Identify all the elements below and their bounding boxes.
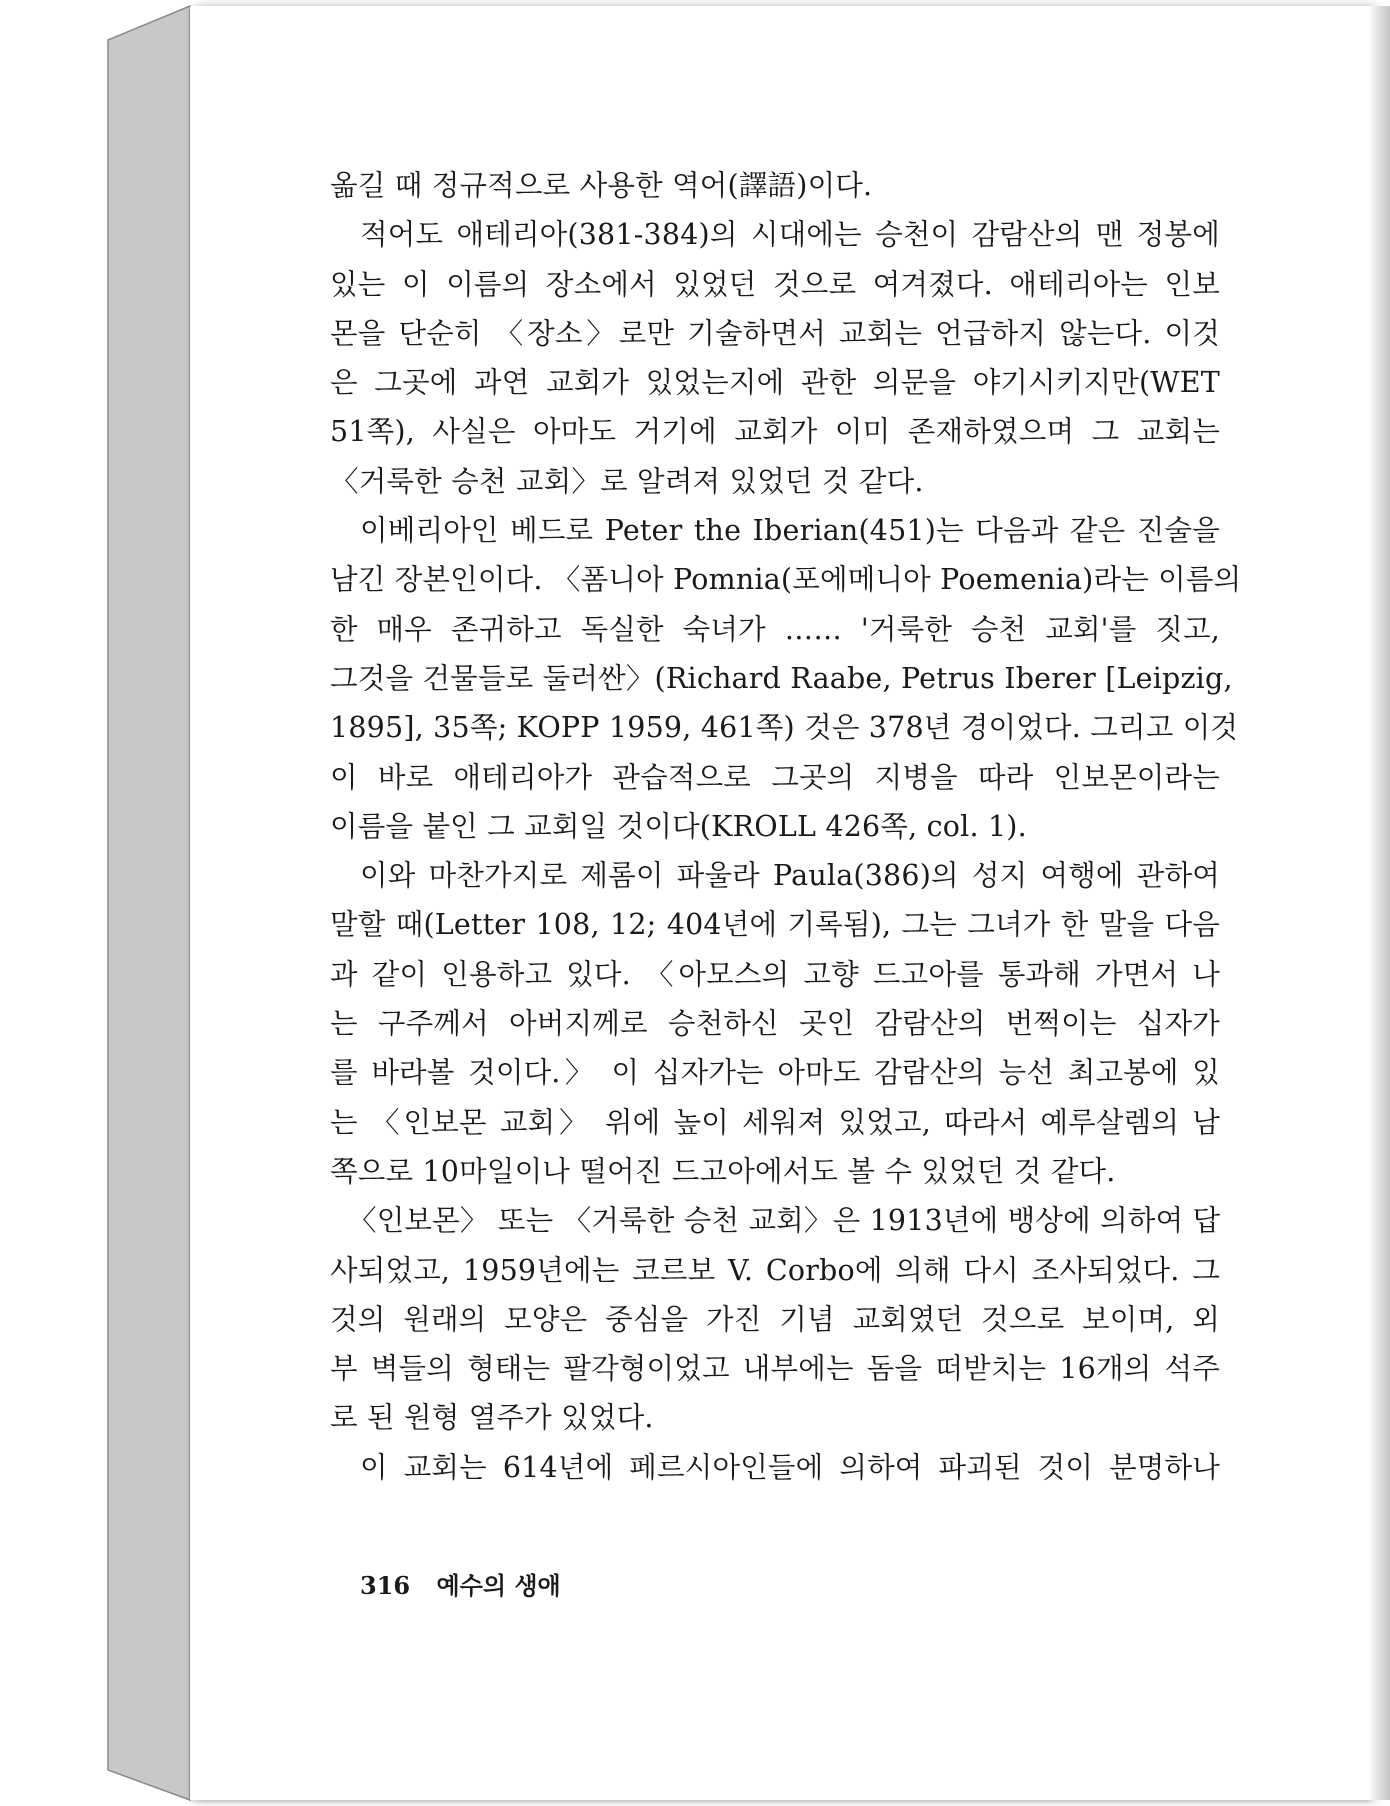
text-line: 말할 때(Letter 108, 12; 404년에 기록됨), 그는 그녀가 한 말을 다음 xyxy=(330,908,1220,942)
page-footer xyxy=(360,1566,561,1601)
book-spine xyxy=(0,0,200,1806)
book-page xyxy=(190,6,1370,1800)
text-line: 〈인보몬〉 또는 〈거룩한 승천 교회〉은 1913년에 뱅상에 의하여 답 xyxy=(348,1204,1221,1238)
text-line: 쪽으로 10마일이나 떨어진 드고아에서도 볼 수 있었던 것 같다. xyxy=(330,1154,1116,1188)
text-line: 남긴 장본인이다. 〈폼니아 Pomnia(포에메니아 Poemenia)라는 이름의 xyxy=(330,563,1242,597)
page-number: 316 xyxy=(360,1571,411,1600)
text-line: 〈거룩한 승천 교회〉로 알려져 있었던 것 같다. xyxy=(330,464,924,498)
text-line: 이름을 붙인 그 교회일 것이다(KROLL 426쪽, col. 1). xyxy=(330,809,1027,843)
body-text xyxy=(330,161,1242,1492)
text-line: 은 그곳에 과연 교회가 있었는지에 관한 의문을 야기시키지만(WET xyxy=(330,366,1220,400)
text-line: 이 바로 애테리아가 관습적으로 그곳의 지병을 따라 인보몬이라는 xyxy=(330,760,1220,794)
text-line: 적어도 애테리아(381-384)의 시대에는 승천이 감람산의 맨 정봉에 xyxy=(360,218,1220,252)
text-line: 는 구주께서 아버지께로 승천하신 곳인 감람산의 번쩍이는 십자가 xyxy=(330,1007,1220,1041)
text-line: 그것을 건물들로 둘러싼〉(Richard Raabe, Petrus Iberer [Leipzig, xyxy=(330,661,1233,695)
text-line: 는 〈인보몬 교회〉 위에 높이 세워져 있었고, 따라서 예루살렘의 남 xyxy=(330,1105,1220,1139)
text-line: 1895], 35쪽; KOPP 1959, 461쪽) 것은 378년 경이었다. 그리고 이것 xyxy=(330,711,1239,745)
text-line: 것의 원래의 모양은 중심을 가진 기념 교회였던 것으로 보이며, 외 xyxy=(330,1302,1220,1336)
text-line: 있는 이 이름의 장소에서 있었던 것으로 여겨졌다. 애테리아는 인보 xyxy=(330,267,1220,301)
text-line: 몬을 단순히 〈장소〉로만 기술하면서 교회는 언급하지 않는다. 이것 xyxy=(330,316,1220,350)
text-line: 를 바라볼 것이다.〉 이 십자가는 아마도 감람산의 능선 최고봉에 있 xyxy=(330,1056,1220,1090)
text-line: 옮길 때 정규적으로 사용한 역어(譯語)이다. xyxy=(330,169,873,202)
text-line: 이베리아인 베드로 Peter the Iberian(451)는 다음과 같은 진술을 xyxy=(360,514,1220,548)
text-line: 한 매우 존귀하고 독실한 숙녀가 …… '거룩한 승천 교회'를 짓고, xyxy=(330,612,1220,646)
text-line: 51쪽), 사실은 아마도 거기에 교회가 이미 존재하였으며 그 교회는 xyxy=(330,415,1220,449)
page-edge-shadow xyxy=(1368,6,1390,1800)
text-line: 로 된 원형 열주가 있었다. xyxy=(330,1401,654,1435)
text-line: 이와 마찬가지로 제롬이 파울라 Paula(386)의 성지 여행에 관하여 xyxy=(360,859,1220,893)
running-title: 예수의 생애 xyxy=(436,1571,561,1600)
text-line: 과 같이 인용하고 있다. 〈아모스의 고향 드고아를 통과해 가면서 나 xyxy=(330,957,1220,991)
text-line: 부 벽들의 형태는 팔각형이었고 내부에는 돔을 떠받치는 16개의 석주 xyxy=(330,1352,1220,1386)
text-line: 이 교회는 614년에 페르시아인들에 의하여 파괴된 것이 분명하나 xyxy=(360,1450,1220,1484)
text-line: 사되었고, 1959년에는 코르보 V. Corbo에 의해 다시 조사되었다. 그 xyxy=(330,1253,1220,1287)
